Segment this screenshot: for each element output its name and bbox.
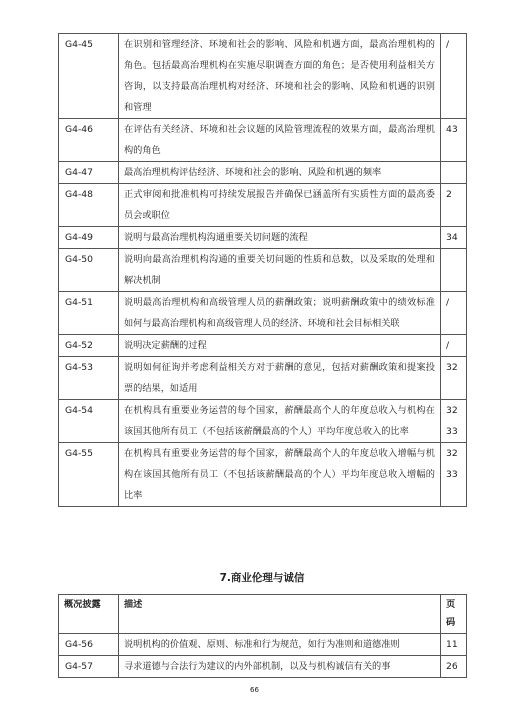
page-reference-value: / [446,340,450,351]
table-row [59,634,467,656]
page-reference [441,335,467,357]
page-reference [441,656,467,678]
table-row [59,249,467,292]
disclosure-description: 在机构具有重要业务运营的每个国家，薪酬最高个人的年度总收入增幅与机构在该国其他所有员工（不包括该薪酬最高的个人）平均年度总收入增幅的比率 [119,443,441,507]
page-reference [441,34,467,119]
disclosure-table-governance [58,33,467,507]
disclosure-description: 说明如何征询并考虑利益相关方对于薪酬的意见，包括对薪酬政策和提案投票的结果，如适用 [119,357,441,400]
disclosure-code: G4-48 [59,184,119,227]
page-reference-value: / [446,39,450,50]
disclosure-code: G4-47 [59,162,119,184]
section-title: 7.商业伦理与诚信 [219,572,305,584]
page-number: 66 [250,686,259,694]
table-row [59,34,467,119]
disclosure-description: 说明与最高治理机构沟通重要关切问题的流程 [119,227,441,249]
disclosure-description: 在机构具有重要业务运营的每个国家，薪酬最高个人的年度总收入与机构在该国其他所有员工（不包括该薪酬最高的个人）平均年度总收入的比率 [119,400,441,443]
page-reference-value: 32 [446,362,458,373]
table-row [59,119,467,162]
disclosure-description: 正式审阅和批准机构可持续发展报告并确保已涵盖所有实质性方面的最高委员会或职位 [119,184,441,227]
header-page: 页码 [441,595,467,634]
disclosure-code: G4-52 [59,335,119,357]
header-code: 概况披露 [59,595,119,634]
disclosure-description: 最高治理机构评估经济、环境和社会的影响、风险和机遇的频率 [119,162,441,184]
page-reference [441,249,467,292]
page-reference-value: 33 [446,426,458,437]
table-row [59,292,467,335]
table-row [59,443,467,507]
page-reference [441,119,467,162]
page-reference [441,292,467,335]
table-row [59,162,467,184]
disclosure-description: 说明向最高治理机构沟通的重要关切问题的性质和总数，以及采取的处理和解决机制 [119,249,441,292]
page-reference-value: 32 [446,405,458,416]
page-reference [441,184,467,227]
page-reference-value: 34 [446,232,458,243]
header-description: 描述 [119,595,441,634]
table-row [59,656,467,678]
disclosure-code: G4-46 [59,119,119,162]
page-reference [441,634,467,656]
table-row [59,184,467,227]
page-reference-value: 11 [446,639,458,650]
disclosure-description: 寻求道德与合法行为建议的内外部机制，以及与机构诚信有关的事 [119,656,441,678]
table-row [59,400,467,443]
disclosure-description: 说明最高治理机构和高级管理人员的薪酬政策；说明薪酬政策中的绩效标准如何与最高治理机构和高级管理人员的经济、环境和社会目标相关联 [119,292,441,335]
table-header-row [59,595,467,634]
page-reference-value: 2 [446,189,452,200]
page-reference-value: 26 [446,661,458,672]
page-reference [441,400,467,443]
disclosure-description: 说明机构的价值观、原则、标准和行为规范，如行为准则和道德准则 [119,634,441,656]
page-reference [441,357,467,400]
disclosure-code: G4-54 [59,400,119,443]
disclosure-code: G4-45 [59,34,119,119]
table-row [59,335,467,357]
page-reference-value: 43 [446,124,458,135]
page-reference [441,227,467,249]
disclosure-code: G4-49 [59,227,119,249]
page-reference [441,162,467,184]
page-reference [441,443,467,507]
disclosure-code: G4-51 [59,292,119,335]
disclosure-description: 在识别和管理经济、环境和社会的影响、风险和机遇方面，最高治理机构的角色。包括最高治理机构在实施尽职调查方面的角色；是否使用利益相关方咨询，以支持最高治理机构对经济、环境和社会的影响、风险和机遇的识别和管理 [119,34,441,119]
disclosure-code: G4-53 [59,357,119,400]
table-row [59,357,467,400]
page-reference-value: 32 [446,448,458,459]
disclosure-code: G4-56 [59,634,119,656]
disclosure-code: G4-55 [59,443,119,507]
disclosure-table-ethics [58,594,467,678]
disclosure-code: G4-50 [59,249,119,292]
page-reference-value: / [446,297,450,308]
disclosure-description: 说明决定薪酬的过程 [119,335,441,357]
disclosure-description: 在评估有关经济、环境和社会议题的风险管理流程的效果方面，最高治理机构的角色 [119,119,441,162]
disclosure-code: G4-57 [59,656,119,678]
page-reference-value: 33 [446,469,458,480]
table-row [59,227,467,249]
